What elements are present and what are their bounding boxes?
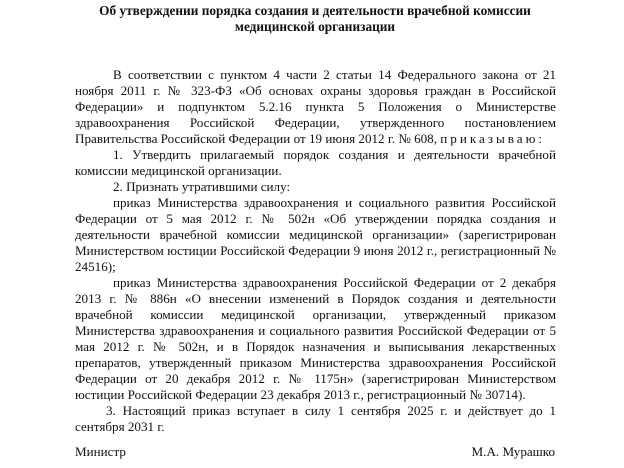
paragraph-item-1: 1. Утвердить прилагаемый порядок создания и деятельности врачебной комиссии медицинской организации. <box>75 147 556 178</box>
document-body <box>75 67 556 435</box>
preamble-paragraph <box>75 67 556 147</box>
preamble-text: В соответствии с пунктом 4 части 2 статьи 14 Федерального закона от 21 ноября 2011 г. № 323-ФЗ «Об основах охраны здоровья граждан в Российской Федерации» и подпунктом 5.2.16 пункта 5 Положения о Министерстве здравоохранения Российской Федерации, утвержденного постановлением Правительства Российской Федерации от 19 июня 2012 г. № 608, <box>75 67 556 146</box>
document-title: Об утверждении порядка создания и деятельности врачебной комиссии медицинской организации <box>99 3 531 34</box>
signature-position: Министр <box>75 444 126 459</box>
order-word: приказываю: <box>440 131 546 146</box>
signature-name: М.А. Мурашко <box>471 444 555 459</box>
paragraph-item-3: 3. Настоящий приказ вступает в силу 1 сентября 2025 г. и действует до 1 сентября 2031 г. <box>75 403 556 434</box>
paragraph-repealed-order-1: приказ Министерства здравоохранения и социального развития Российской Федерации от 5 мая 2012 г. № 502н «Об утверждении порядка создания и деятельности врачебной комиссии медицинской организации» (зарегистрирован Министерством юстиции Российской Федерации 9 июня 2012 г., регистрационный № 24516); <box>75 195 556 274</box>
paragraph-item-2: 2. Признать утратившими силу: <box>113 179 291 194</box>
paragraph-repealed-order-2: приказ Министерства здравоохранения Российской Федерации от 2 декабря 2013 г. № 886н «О внесении изменений в Порядок создания и деятельности врачебной комиссии медицинской организации, утвержденный приказом Министерства здравоохранения и социального развития Российской Федерации от 5 мая 2012 г. № 502н, и в Порядок назначения и выписывания лекарственных препаратов, утвержденный приказом Министерства здравоохранения Российской Федерации от 20 декабря 2012 г. № 1175н» (зарегистрирован Министерством юстиции Российской Федерации 23 декабря 2013 г., регистрационный № 30714). <box>75 275 556 402</box>
